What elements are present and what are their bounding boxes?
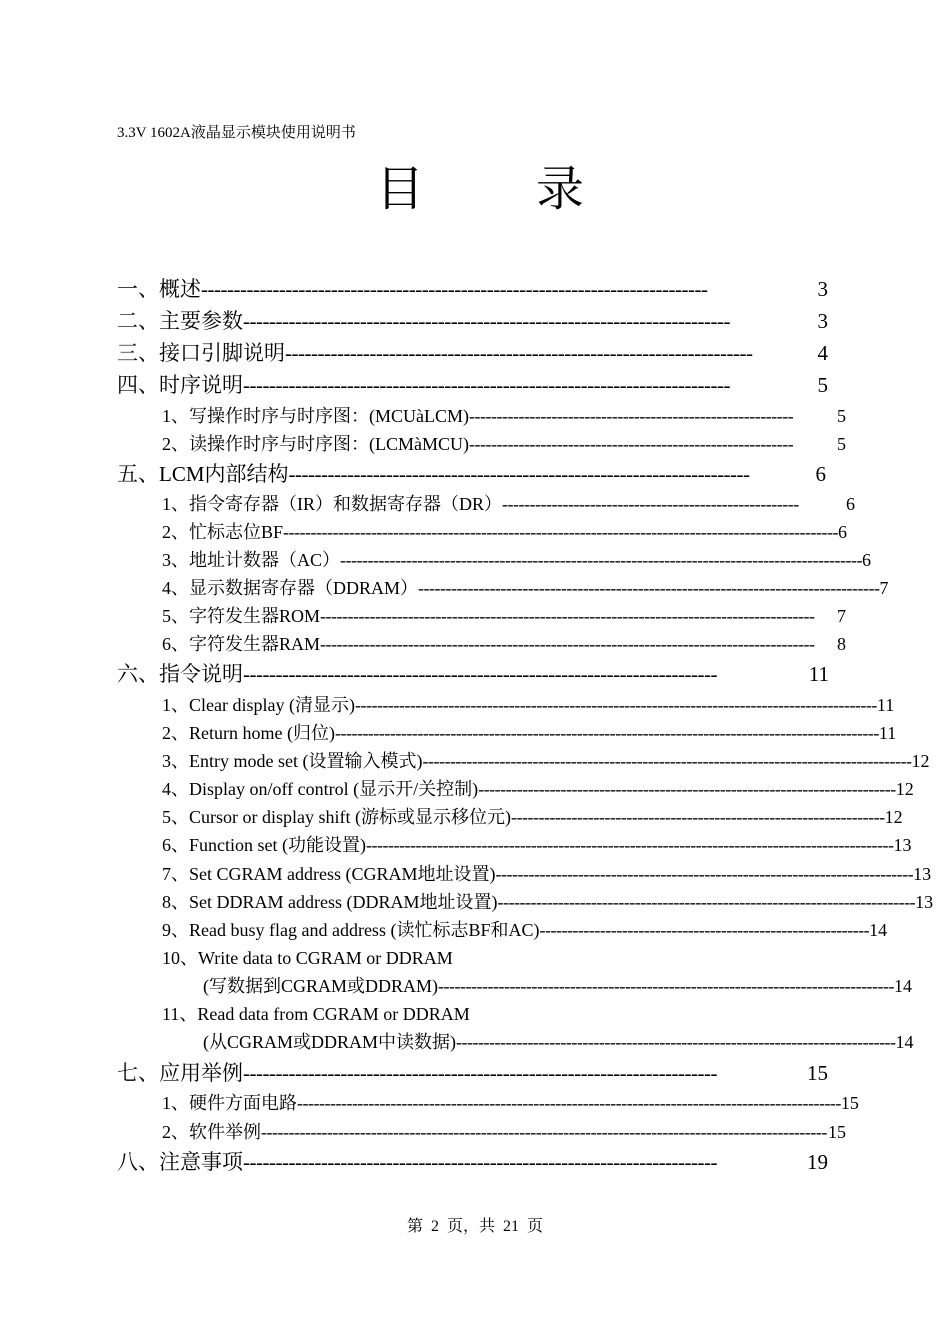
toc-entry-text: 4、显示数据寄存器（DDRAM） bbox=[162, 578, 419, 598]
toc-leader: ----------------------------------------------------------------------------------------------------- bbox=[283, 522, 838, 542]
toc-leader: ----------------------------------------------------------------------------------------- bbox=[422, 751, 912, 771]
toc-page-number: 19 bbox=[807, 1150, 828, 1174]
toc-leader: --------------------------------------------------------------------------------------------------- bbox=[334, 723, 879, 743]
title-char-left: 目 bbox=[376, 161, 425, 217]
toc-page-number: 14 bbox=[895, 1032, 914, 1052]
toc-entry-6-2[interactable] bbox=[162, 719, 897, 745]
toc-entry-text: 2、Return home (归位) bbox=[162, 723, 335, 743]
toc-entry-text: 2、软件举例 bbox=[162, 1122, 261, 1142]
toc-page-number: 14 bbox=[894, 976, 913, 996]
toc-page-number: 13 bbox=[915, 892, 934, 912]
toc-leader: ------------------------------------------------------------ bbox=[539, 920, 870, 940]
toc-entry-6-3[interactable] bbox=[162, 747, 930, 773]
toc-leader: ------------------------------------------------------------------------- bbox=[243, 662, 718, 686]
toc-entry-text: (写数据到CGRAM或DDRAM) bbox=[203, 976, 439, 996]
toc-page-number: 7 bbox=[837, 606, 846, 626]
title-char-right: 录 bbox=[536, 161, 585, 217]
page-footer: 第 2 页，共 21 页 bbox=[406, 1218, 543, 1235]
toc-entry-text: 三、接口引脚说明 bbox=[117, 341, 285, 365]
toc-entry-text: (从CGRAM或DDRAM中读数据) bbox=[203, 1032, 457, 1052]
toc-leader: -------------------------------------------------------------------------------- bbox=[456, 1032, 896, 1052]
toc-entry-5-2[interactable] bbox=[162, 518, 847, 544]
toc-page-number: 12 bbox=[895, 779, 914, 799]
toc-entry-6-1[interactable] bbox=[162, 691, 895, 717]
toc-leader: ----------------------------------------------------------- bbox=[469, 406, 794, 426]
toc-page-number: 15 bbox=[840, 1093, 859, 1113]
toc-entry-6-9[interactable] bbox=[162, 916, 888, 942]
toc-leader: ---------------------------------------------------------------------------- bbox=[495, 864, 914, 884]
toc-page-number: 15 bbox=[807, 1061, 828, 1085]
toc-page-number: 6 bbox=[815, 462, 826, 486]
toc-entry-text: 5、字符发生器ROM bbox=[162, 606, 321, 626]
toc-entry-6-11-cont[interactable] bbox=[203, 1028, 914, 1054]
toc-entry-6-4[interactable] bbox=[162, 775, 914, 801]
toc-entry-4[interactable] bbox=[117, 369, 828, 397]
toc-leader: ---------------------------------------------------------------------------- bbox=[478, 779, 896, 799]
toc-entry-6-6[interactable] bbox=[162, 831, 912, 857]
toc-entry-text: 2、忙标志位BF bbox=[162, 522, 284, 542]
toc-entry-text: 五、LCM内部结构 bbox=[117, 462, 289, 486]
toc-leader: ----------------------------------------------------------------------------------- bbox=[438, 976, 895, 996]
toc-leader: ------------------------------------------------------------------------------------------------ bbox=[366, 835, 894, 855]
toc-leader: --------------------------------------------------------------------------- bbox=[243, 373, 730, 397]
toc-entry-text: 9、Read busy flag and address (读忙标志BF和AC) bbox=[162, 920, 540, 940]
toc-page-number: 5 bbox=[837, 434, 846, 454]
toc-page-number: 12 bbox=[911, 751, 930, 771]
toc-entry-text: 一、概述 bbox=[117, 277, 201, 301]
toc-entry-text: 3、Entry mode set (设置输入模式) bbox=[162, 751, 423, 771]
toc-entry-5-4[interactable] bbox=[162, 574, 889, 600]
toc-leader: ----------------------------------------------------------------------------------------------- bbox=[340, 550, 862, 570]
toc-entry-8[interactable] bbox=[117, 1146, 828, 1174]
toc-page-number: 11 bbox=[876, 695, 895, 715]
toc-page-number: 13 bbox=[893, 835, 912, 855]
toc-page-number: 14 bbox=[869, 920, 888, 940]
document-header: 3.3V 1602A液晶显示模块使用说明书 bbox=[117, 125, 356, 141]
toc-entry-1[interactable] bbox=[117, 273, 828, 301]
toc-page-number: 4 bbox=[817, 341, 828, 365]
toc-entry-4-1[interactable] bbox=[162, 402, 846, 428]
toc-entry-text: 八、注意事项 bbox=[117, 1150, 243, 1174]
toc-page-number: 3 bbox=[817, 277, 828, 301]
toc-entry-5[interactable] bbox=[117, 458, 826, 486]
toc-entry-text: 6、Function set (功能设置) bbox=[162, 835, 366, 855]
toc-entry-6-7[interactable] bbox=[162, 860, 932, 886]
toc-entry-3[interactable] bbox=[117, 337, 828, 365]
toc-entry-text: 7、Set CGRAM address (CGRAM地址设置) bbox=[162, 864, 496, 884]
toc-entry-text: 1、硬件方面电路 bbox=[162, 1093, 297, 1113]
toc-entry-7[interactable] bbox=[117, 1057, 828, 1085]
toc-entry-text: 四、时序说明 bbox=[117, 373, 243, 397]
toc-leader: ---------------------------------------------------------------------------- bbox=[497, 892, 916, 912]
toc-entry-text: 七、应用举例 bbox=[117, 1061, 243, 1085]
toc-leader: ------------------------------------------------------------------------- bbox=[243, 1061, 718, 1085]
toc-entry-6-11[interactable]: 11、Read data from CGRAM or DDRAM bbox=[162, 1004, 470, 1024]
toc-entry-text: 六、指令说明 bbox=[117, 662, 243, 686]
toc-entry-5-3[interactable] bbox=[162, 546, 871, 572]
toc-page-number: 15 bbox=[828, 1122, 846, 1142]
toc-page-number: 6 bbox=[837, 522, 847, 542]
toc-entry-6-8[interactable] bbox=[162, 888, 934, 914]
toc-leader: ------------------------------------------------------ bbox=[502, 494, 799, 514]
toc-leader: ------------------------------------------------------------------------- bbox=[243, 1150, 718, 1174]
toc-leader: ------------------------------------------------------------------------ bbox=[285, 341, 753, 365]
toc-entry-7-1[interactable] bbox=[162, 1089, 859, 1115]
toc-page-number: 13 bbox=[913, 864, 932, 884]
toc-entry-6-5[interactable] bbox=[162, 803, 903, 829]
toc-leader: --------------------------------------------------------------------------- bbox=[243, 309, 730, 333]
toc-entry-text: 1、写操作时序与时序图：(MCUàLCM) bbox=[162, 406, 469, 426]
toc-entry-text: 5、Cursor or display shift (游标或显示移位元) bbox=[162, 807, 511, 827]
toc-entry-text: 4、Display on/off control (显示开/关控制) bbox=[162, 779, 479, 799]
toc-leader: ------------------------------------------------------------------------------------------ bbox=[320, 606, 815, 626]
toc-leader: ----------------------------------------------------------- bbox=[469, 434, 794, 454]
toc-leader: ------------------------------------------------------------------------------------------------------- bbox=[261, 1122, 827, 1142]
toc-leader: ----------------------------------------------------------------------- bbox=[288, 462, 750, 486]
toc-entry-text: 6、字符发生器RAM bbox=[162, 634, 321, 654]
toc-leader: ------------------------------------------------------------------------------------ bbox=[418, 578, 880, 598]
toc-entry-5-5[interactable] bbox=[162, 602, 846, 628]
toc-page-number: 8 bbox=[837, 634, 846, 654]
toc-leader: --------------------------------------------------------------------------------------------------- bbox=[297, 1093, 841, 1113]
toc-leader: ------------------------------------------------------------------------------ bbox=[201, 277, 708, 301]
toc-page-number: 6 bbox=[846, 494, 855, 514]
toc-entry-text: 二、主要参数 bbox=[117, 309, 243, 333]
toc-leader: ----------------------------------------------------------------------------------------------- bbox=[354, 695, 877, 715]
toc-page-number: 5 bbox=[837, 406, 846, 426]
toc-entry-text: 8、Set DDRAM address (DDRAM地址设置) bbox=[162, 892, 498, 912]
toc-entry-text: 1、指令寄存器（IR）和数据寄存器（DR） bbox=[162, 494, 503, 514]
toc-page-number: 7 bbox=[879, 578, 889, 598]
toc-page-number: 6 bbox=[861, 550, 871, 570]
toc-page-number: 5 bbox=[817, 373, 828, 397]
toc-entry-7-2[interactable] bbox=[162, 1118, 846, 1144]
toc-entry-6-10-cont[interactable] bbox=[203, 972, 913, 998]
toc-leader: -------------------------------------------------------------------- bbox=[510, 807, 885, 827]
toc-leader: ------------------------------------------------------------------------------------------ bbox=[320, 634, 815, 654]
toc-entry-6[interactable] bbox=[117, 658, 829, 686]
toc-page-number: 12 bbox=[884, 807, 903, 827]
toc-entry-6-10[interactable]: 10、Write data to CGRAM or DDRAM bbox=[162, 948, 453, 968]
toc-page-number: 11 bbox=[878, 723, 897, 743]
toc-page-number: 3 bbox=[817, 309, 828, 333]
toc-entry-5-1[interactable] bbox=[162, 490, 855, 516]
toc-entry-4-2[interactable] bbox=[162, 430, 846, 456]
toc-entry-text: 2、读操作时序与时序图：(LCMàMCU) bbox=[162, 434, 469, 454]
toc-page-number: 11 bbox=[808, 662, 829, 686]
toc-entry-5-6[interactable] bbox=[162, 630, 846, 656]
toc-entry-2[interactable] bbox=[117, 305, 828, 333]
toc-entry-text: 1、Clear display (清显示) bbox=[162, 695, 355, 715]
toc-entry-text: 3、地址计数器（AC） bbox=[162, 550, 341, 570]
